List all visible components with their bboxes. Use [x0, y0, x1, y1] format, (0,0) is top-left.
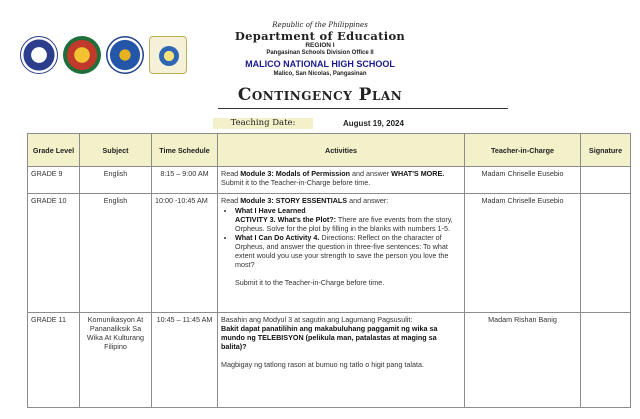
teacher-cell: Madam Rishan Banig — [465, 313, 581, 408]
activity-text: Directions: Reflect on the character of Orpheus, and answer the question in three-five sentences: To what extent would you use your strength to save the person you love the most? — [235, 233, 449, 269]
activity-text: Read — [221, 169, 241, 178]
activity-text: There are five events from the story, Orpheus. Solve for the plot by filling in the blanks with numbers 1-5. — [235, 215, 453, 233]
division-line: Pangasinan Schools Division Office II — [266, 50, 374, 56]
activity-text: Submit it to the Teacher-in-Charge before time. — [221, 178, 371, 187]
activity-text: and answer — [350, 169, 392, 178]
title-underline — [218, 108, 508, 109]
subject-cell: English — [80, 167, 152, 194]
activity-instruction: Magbigay ng tatlong rason at bumuo ng tatlo o higit pang talata. — [221, 360, 424, 369]
activity-module-title: Module 3: Modals of Permission — [240, 169, 351, 178]
teacher-cell: Madam Chriselle Eusebio — [465, 194, 581, 313]
republic-line: Republic of the Philippines — [272, 21, 368, 29]
grade-cell: GRADE 11 — [28, 313, 80, 408]
activity-intro — [221, 196, 461, 205]
school-address: Malico, San Nicolas, Pangasinan — [273, 71, 367, 77]
school-name: MALICO NATIONAL HIGH SCHOOL — [245, 59, 395, 69]
schedule-table — [27, 133, 631, 408]
grade-cell: GRADE 9 — [28, 167, 80, 194]
signature-cell — [581, 194, 631, 313]
teaching-date-value: August 19, 2024 — [343, 119, 404, 128]
table-row — [28, 313, 631, 408]
department-name: Department of Education — [234, 29, 406, 43]
subject-cell: Komunikasyon At Pananaliksik Sa Wika At Kulturang Filipino — [80, 313, 152, 408]
list-item — [235, 206, 461, 233]
teaching-date-label: Teaching Date: — [213, 118, 313, 129]
region-line: REGION I — [305, 42, 335, 49]
activity-sub-heading: ACTIVITY 3. What's the Plot?: — [235, 215, 337, 224]
activities-cell — [218, 313, 465, 408]
activities-cell — [218, 167, 465, 194]
time-cell: 10:00 -10:45 AM — [152, 194, 218, 313]
grade-cell: GRADE 10 — [28, 194, 80, 313]
time-cell: 8:15 – 9:00 AM — [152, 167, 218, 194]
activity-heading: What I Can Do Activity 4. — [235, 233, 320, 242]
page-title: Contingency Plan — [237, 85, 403, 105]
header-time-schedule: Time Schedule — [152, 134, 218, 167]
subject-cell: English — [80, 194, 152, 313]
header-teacher-in-charge: Teacher-in-Charge — [465, 134, 581, 167]
time-cell: 10:45 – 11:45 AM — [152, 313, 218, 408]
activity-heading: What I Have Learned — [235, 206, 306, 215]
signature-cell — [581, 167, 631, 194]
activity-text: and answer: — [347, 196, 389, 205]
table-header-row — [28, 134, 631, 167]
header-signature: Signature — [581, 134, 631, 167]
activity-question: Bakit dapat panatilihin ang makabuluhang paggamit ng wika sa mundo ng TELEBISYON (pelikula man, patalastas at maging sa balita)? — [221, 324, 438, 351]
activity-list — [221, 206, 461, 269]
activity-module-title: Module 3: STORY ESSENTIALS — [240, 196, 348, 205]
activity-submit-note: Submit it to the Teacher-in-Charge before time. — [235, 278, 385, 287]
signature-cell — [581, 313, 631, 408]
header-activities: Activities — [218, 134, 465, 167]
activity-instruction: Basahin ang Modyul 3 at sagutin ang Lagumang Pagsusulit: — [221, 315, 413, 324]
header-grade-level: Grade Level — [28, 134, 80, 167]
table-row — [28, 194, 631, 313]
activity-text: Read — [221, 196, 241, 205]
table-row — [28, 167, 631, 194]
activity-section-title: WHAT'S MORE. — [391, 169, 445, 178]
list-item — [235, 233, 461, 269]
activities-cell — [218, 194, 465, 313]
teacher-cell: Madam Chriselle Eusebio — [465, 167, 581, 194]
header-subject: Subject — [80, 134, 152, 167]
